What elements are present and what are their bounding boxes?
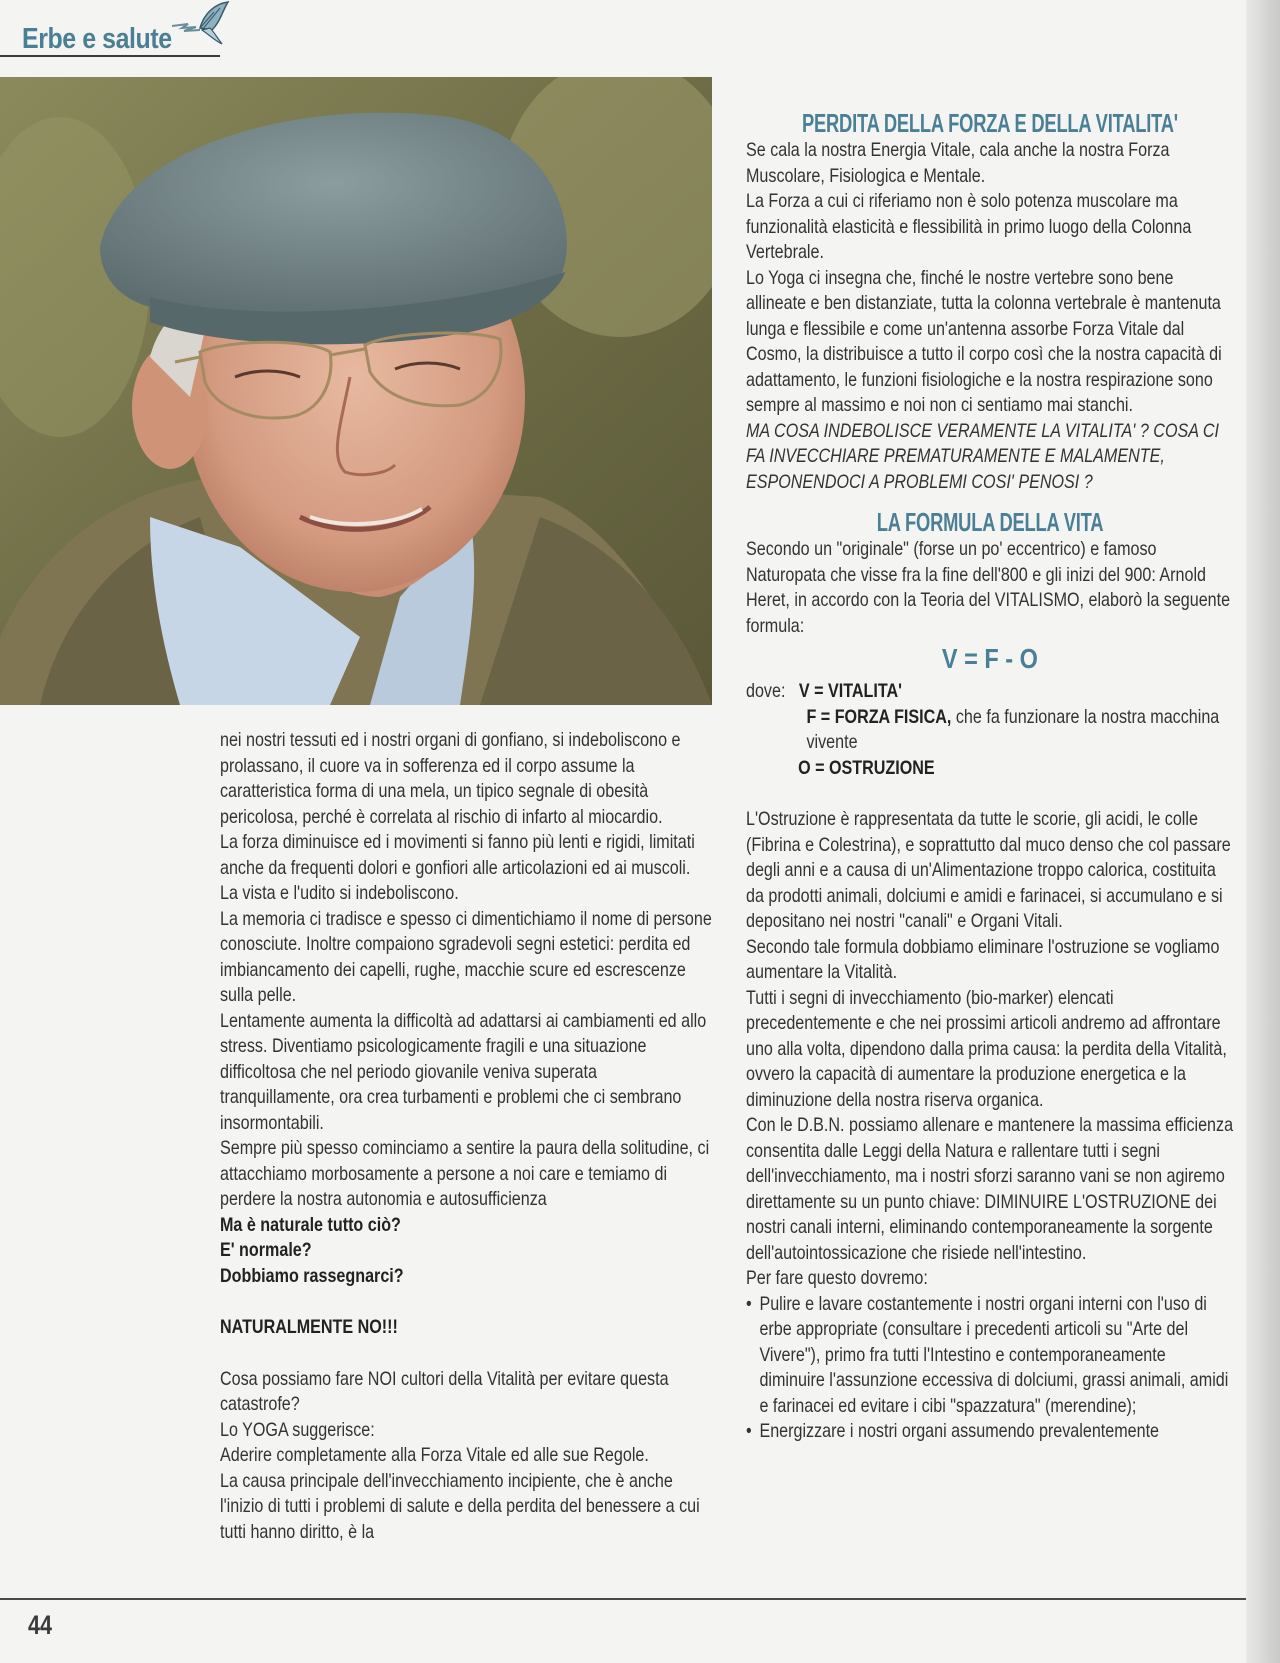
heading-formula [746,507,1234,537]
header-rule [0,55,220,57]
heading-formula-text: LA FORMULA DELLA VITA [876,507,1104,537]
body-paragraph: Se cala la nostra Energia Vitale, cala anche la nostra Forza Muscolare, Fisiologica e Mentale. [746,140,1170,187]
body-paragraph: Lo Yoga ci insegna che, finché le nostre vertebre sono bene allineate e ben distanziate, tutta la colonna vertebrale è mantenuta lunga e flessibile e come un'antenna assorbe Forza Vitale dal Cosmo, la distribuisce a tutto il corpo così che la nostra capacità di adattamento, le funzioni fisiologiche e la nostra respirazione sono sempre al massimo e noi non ci sentiamo mai stanchi. [746,267,1222,416]
body-paragraph: La forza diminuisce ed i movimenti si fanno più lenti e rigidi, limitati anche da frequenti dolori e gonfiori alle articolazioni ed ai muscoli. [220,832,695,879]
question-line: Dobbiamo rassegnarci? [220,1265,404,1287]
body-paragraph: La causa principale dell'invecchiamento incipiente, che è anche l'inizio di tutti i problemi di salute e della perdita del benessere a cui tutti hanno diritto, è la [220,1470,700,1543]
footer-rule [0,1598,1246,1600]
body-paragraph: Cosa possiamo fare NOI cultori della Vitalità per evitare questa catastrofe? [220,1368,669,1415]
def-f-rest: che fa funzionare la nostra macchina vivente [806,706,1220,753]
left-column [220,728,712,1545]
body-paragraph: Tutti i segni di invecchiamento (bio-marker) elencati precedentemente e che nei prossimi articoli andremo ad affrontare uno alla volta, dipendono dalla prima causa: la perdita della Vitalità, ovvero la capacità di aumentare la produzione energetica e la diminuzione della nostra riserva organica. [746,987,1227,1111]
body-paragraph: Secondo tale formula dobbiamo eliminare l'ostruzione se vogliamo aumentare la Vitalità. [746,936,1220,983]
definition-o: O = OSTRUZIONE [798,757,935,779]
page-number-text: 44 [28,1610,53,1640]
butterfly-icon [170,0,232,46]
section-title: Erbe e salute [22,23,172,55]
definition-f [746,705,1234,756]
body-paragraph: nei nostri tessuti ed i nostri organi di gonfiano, si indeboliscono e prolassano, il cuore va in sofferenza ed il corpo assume la caratteristica forma di una mela, un tipico segnale di obesità pericolosa, perché è correlata al rischio di infarto al miocardio. [220,730,681,828]
body-paragraph: Sempre più spesso cominciamo a sentire la paura della solitudine, ci attacchiamo morbosamente a persone a noi care e temiamo di perdere la nostra autonomia e autosufficienza [220,1138,710,1210]
body-paragraph: Aderire completamente alla Forza Vitale ed alle sue Regole. [220,1445,649,1466]
page-number [28,1610,58,1641]
answer-line: NATURALMENTE NO!!! [220,1317,398,1338]
body-paragraph: Lo YOGA suggerisce: [220,1419,375,1441]
list-item: • Pulire e lavare costantemente i nostri organi interni con l'uso di erbe appropriate (consultare i precedenti articoli su "Arte del Vivere"), primo fra tutti l'Intestino e contemporaneamente diminuire l'assunzione eccessiva di dolciumi, grassi animali, amidi e farinacei ed evitare i cibi "spazzatura" (merendine); [746,1292,1234,1420]
list-item: • Energizzare i nostri organi assumendo prevalentemente [746,1419,1234,1445]
heading-perdita-text: PERDITA DELLA FORZA E DELLA VITALITA' [801,108,1178,138]
def-f: F = FORZA FISICA, [806,706,952,728]
body-paragraph: Per fare questo dovremo: [746,1268,928,1289]
bullet-list [746,1292,1234,1445]
body-paragraph: La memoria ci tradisce e spesso ci dimentichiamo il nome di persone conosciute. Inoltre compaiono sgradevoli segni estetici: perdita ed imbiancamento dei capelli, rughe, macchie scure ed escrescenze sulla pelle. [220,908,712,1006]
question-line: E' normale? [220,1240,312,1261]
page-edge-shadow [1246,0,1280,1663]
italic-question: MA COSA INDEBOLISCE VERAMENTE LA VITALITA' ? COSA CI FA INVECCHIARE PREMATURAMENTE E MALAMENTE, ESPONENDOCI A PROBLEMI COSI' PENOSI ? [746,420,1219,493]
body-paragraph: Secondo un "originale" (forse un po' eccentrico) e famoso Naturopata che visse fra la fine dell'800 e gli inizi del 900: Arnold Heret, in accordo con la Teoria del VITALISMO, elaborò la seguente formula: [746,539,1231,637]
body-paragraph: Con le D.B.N. possiamo allenare e mantenere la massima efficienza consentita dalle Leggi della Natura e rallentare tutti i segni dell'invecchiamento, ma i nostri sforzi saranno vani se non agiremo direttamente su un punto chiave: DIMINUIRE L'OSTRUZIONE dei nostri canali interni, eliminando contemporaneamente la sorgente dell'autointossicazione che risiede nell'intestino. [746,1115,1234,1264]
definition-v [746,679,1234,705]
body-paragraph: La vista e l'udito si indeboliscono. [220,883,459,904]
portrait-photo [0,77,712,705]
question-line: Ma è naturale tutto ciò? [220,1214,401,1236]
body-paragraph: L'Ostruzione è rappresentata da tutte le scorie, gli acidi, le colle (Fibrina e Colestrina), e soprattutto dal muco denso che col passare degli anni e a causa di un'Alimentazione troppo calorica, costituita da prodotti animali, dolciumi e amidi e farinacei, si accumulano e si depositano nei nostri "canali" e Organi Vitali. [746,809,1231,932]
def-v: V = VITALITA' [798,681,902,702]
right-column [746,108,1234,1445]
body-paragraph: Lentamente aumenta la difficoltà ad adattarsi ai cambiamenti ed allo stress. Diventiamo psicologicamente fragili e una situazione difficoltosa che nel periodo giovanile veniva superata tranquillamente, ora crea turbamenti e problemi che ci sembrano insormontabili. [220,1010,707,1134]
body-paragraph: La Forza a cui ci riferiamo non è solo potenza muscolare ma funzionalità elasticità e flessibilità in primo luogo della Colonna Vertebrale. [746,191,1192,263]
formula: V = F - O [941,643,1038,674]
heading-perdita [746,108,1234,138]
def-prefix: dove: [746,681,786,702]
